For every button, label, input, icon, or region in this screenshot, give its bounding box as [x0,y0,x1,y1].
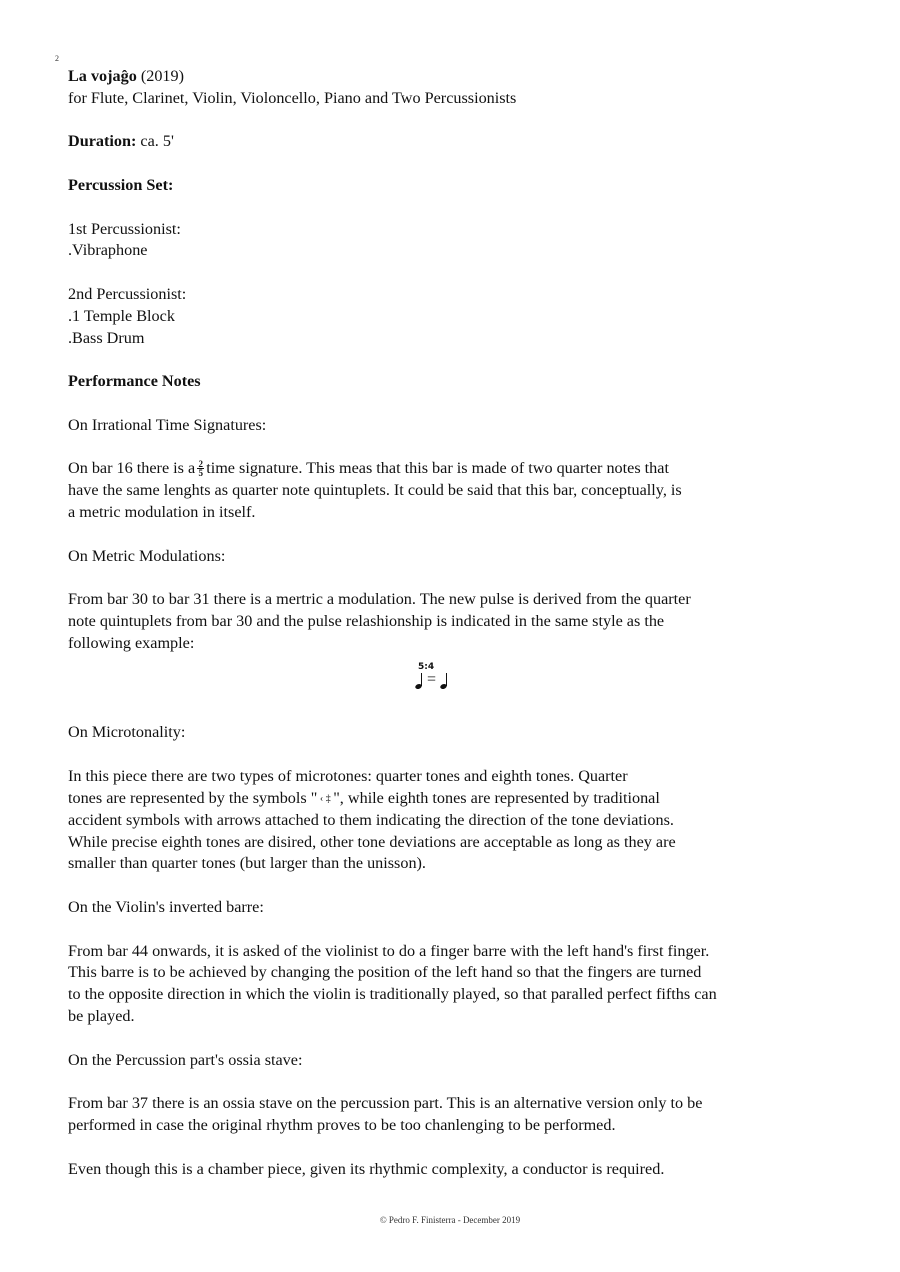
microtonality-line-4: While precise eighth tones are disired, other tone deviations are acceptable as long as they are [68,832,676,851]
violin-line-2: This barre is to be achieved by changing the position of the left hand so that the fingers are turned [68,963,702,982]
metric-modulation-example [68,657,858,701]
first-percussionist-label: 1st Percussionist: [68,219,181,238]
document-body [68,66,858,1180]
first-percussionist-item: .Vibraphone [68,241,148,260]
irrational-line-1: On bar 16 there is a $\frac{2}{5}$ time signature. This meas that this bar is made of two quarter notes that [68,459,669,479]
ossia-line-1: From bar 37 there is an ossia stave on the percussion part. This is an alternative version only to be [68,1094,703,1113]
irrational-line-2: have the same lenghts as quarter note quintuplets. It could be said that this bar, conceptually, is [68,481,682,500]
copyright-footer: © Pedro F. Finisterra - December 2019 [379,1215,521,1225]
piece-year: (2019) [140,67,184,85]
second-percussionist-label: 2nd Percussionist: [68,284,187,303]
irrational-heading: On Irrational Time Signatures: [68,415,267,434]
instrumentation: for Flute, Clarinet, Violin, Violoncello, Piano and Two Percussionists [68,88,517,107]
microtonality-heading: On Microtonality: [68,723,186,742]
metric-line-3: following example: [68,633,195,652]
quarter-note-icon [415,672,423,690]
microtonality-line-2: tones are represented by the symbols " ‹ ‡ ", while eighth tones are represented by traditional [68,788,660,807]
note-equation [415,669,448,691]
title-line [68,66,858,88]
metric-heading: On Metric Modulations: [68,546,226,565]
violin-line-3: to the opposite direction in which the violin is traditionally played, so that paralled perfect fifths can [68,985,717,1004]
equals-sign: = [427,670,437,688]
quarter-note-icon [440,672,448,690]
irrational-line-3: a metric modulation in itself. [68,502,256,521]
metric-line-1: From bar 30 to bar 31 there is a mertric a modulation. The new pulse is derived from the quarter [68,590,691,609]
microtonality-line-3: accident symbols with arrows attached to them indicating the direction of the tone deviations. [68,810,674,829]
metric-line-2: note quintuplets from bar 30 and the pulse relashionship is indicated in the same style as the [68,611,665,630]
second-percussionist-item: .Bass Drum [68,328,145,347]
quarter-tone-symbols: ‹ ‡ [317,793,334,805]
percussion-set-heading: Percussion Set: [68,175,174,194]
duration-value: ca. 5' [140,132,174,151]
second-percussionist-item: .1 Temple Block [68,306,175,325]
time-signature-fraction: $\frac{2}{5}$ [198,459,203,479]
page-number: 2 [55,54,59,63]
performance-notes-heading: Performance Notes [68,372,201,391]
violin-heading: On the Violin's inverted barre: [68,898,264,917]
violin-line-1: From bar 44 onwards, it is asked of the violinist to do a finger barre with the left hand's first finger. [68,941,710,960]
duration-line [68,131,858,153]
tuplet-ratio: 5:4 [418,661,435,672]
microtonality-line-5: smaller than quarter tones (but larger than the unisson). [68,854,426,873]
ossia-heading: On the Percussion part's ossia stave: [68,1050,303,1069]
duration-label: Duration: [68,132,137,151]
piece-title: La vojaĝo [68,67,137,85]
conductor-note: Even though this is a chamber piece, given its rhythmic complexity, a conductor is required. [68,1159,665,1178]
microtonality-line-1: In this piece there are two types of microtones: quarter tones and eighth tones. Quarter [68,766,628,785]
violin-line-4: be played. [68,1007,135,1026]
ossia-line-2: performed in case the original rhythm proves to be too chanlenging to be performed. [68,1116,616,1135]
